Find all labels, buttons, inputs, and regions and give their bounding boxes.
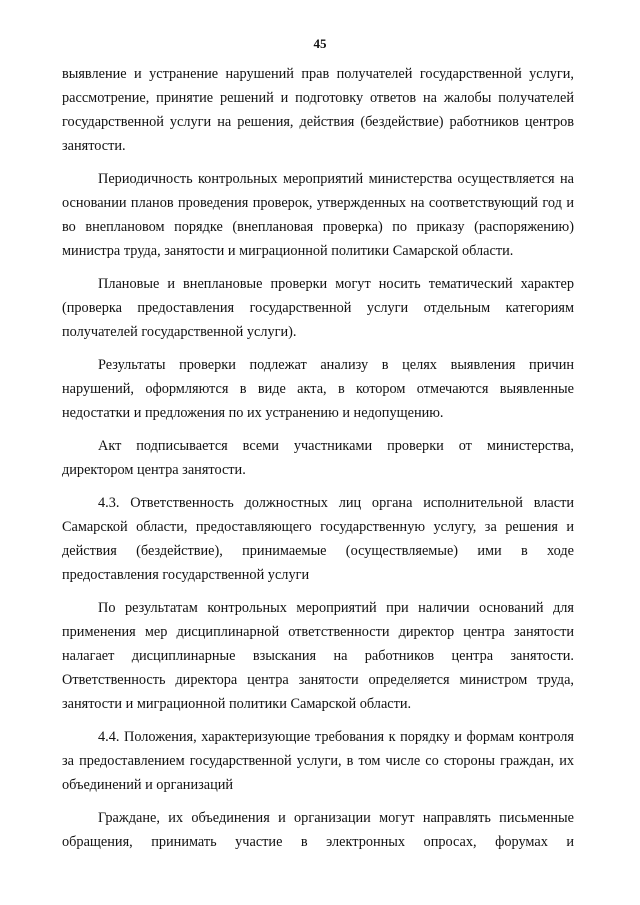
page-number: 45 <box>313 36 327 51</box>
paragraph-disciplinary-measures: По результатам контрольных мероприятий при наличии оснований для применения мер дисциплинарной ответственности директор центра занятости налагает дисциплинарные взыскания на работников центра занятости. Ответственность директора центра занятости определяется министром труда, занятости и миграционной политики Самарской области. <box>62 600 574 712</box>
document-body <box>62 62 574 854</box>
paragraph-planned-inspections: Плановые и внеплановые проверки могут носить тематический характер (проверка предоставления государственной услуги отдельным категориям получателей государственной услуги). <box>62 276 574 340</box>
paragraph-continuation: выявление и устранение нарушений прав получателей государственной услуги, рассмотрение, принятие решений и подготовку ответов на жалобы получателей государственной услуги на решения, действия (бездействие) работников центров занятости. <box>62 66 574 154</box>
paragraph-inspection-results: Результаты проверки подлежат анализу в целях выявления причин нарушений, оформляются в виде акта, в котором отмечаются выявленные недостатки и предложения по их устранению и недопущению. <box>62 357 574 421</box>
paragraph-citizen-appeals: Граждане, их объединения и организации могут направлять письменные обращения, принимать участие в электронных опросах, форумах и <box>62 810 574 850</box>
paragraph-act-signing: Акт подписывается всеми участниками проверки от министерства, директором центра занятости. <box>62 438 574 478</box>
section-heading-4-4: 4.4. Положения, характеризующие требования к порядку и формам контроля за предоставлением государственной услуги, в том числе со стороны граждан, их объединений и организаций <box>62 729 574 793</box>
paragraph-control-frequency: Периодичность контрольных мероприятий министерства осуществляется на основании планов проведения проверок, утвержденных на соответствующий год и во внеплановом порядке (внеплановая проверка) по приказу (распоряжению) министра труда, занятости и миграционной политики Самарской области. <box>62 171 574 259</box>
section-heading-4-3: 4.3. Ответственность должностных лиц органа исполнительной власти Самарской области, предоставляющего государственную услугу, за решения и действия (бездействие), принимаемые (осуществляемые) ими в ходе предоставления государственной услуги <box>62 495 574 583</box>
